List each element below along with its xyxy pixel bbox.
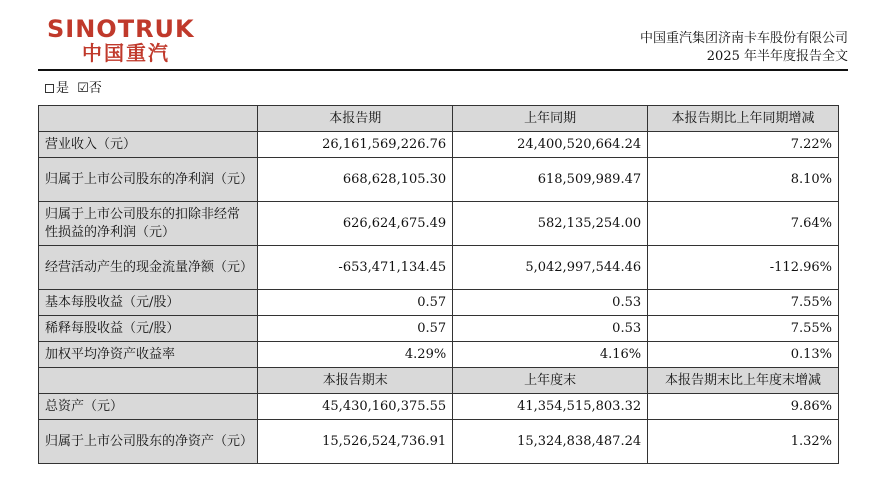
prior-value: 24,400,520,664.24 [453, 132, 648, 158]
header-cell: 上年度末 [453, 368, 648, 394]
change-value: 0.13% [648, 342, 839, 368]
change-value: 9.86% [648, 394, 839, 420]
row-label: 稀释每股收益（元/股） [39, 316, 258, 342]
table-row [39, 246, 839, 290]
change-value: 7.55% [648, 290, 839, 316]
change-value: -112.96% [648, 246, 839, 290]
logo-text-en: SINOTRUK [47, 15, 195, 43]
header-cell: 本报告期 [258, 106, 453, 132]
checked-box-icon: ☑ [77, 81, 89, 96]
header-cell: 上年同期 [453, 106, 648, 132]
current-value: 0.57 [258, 316, 453, 342]
row-label: 基本每股收益（元/股） [39, 290, 258, 316]
change-value: 8.10% [648, 158, 839, 202]
table-row [39, 342, 839, 368]
unchecked-box-icon [45, 84, 54, 93]
current-value: 668,628,105.30 [258, 158, 453, 202]
header-cell: 本报告期末比上年度末增减 [648, 368, 839, 394]
prior-value: 0.53 [453, 290, 648, 316]
prior-value: 5,042,997,544.46 [453, 246, 648, 290]
table-row [39, 394, 839, 420]
table-row [39, 290, 839, 316]
prior-value: 0.53 [453, 316, 648, 342]
table-row [39, 132, 839, 158]
header-blank-cell [39, 368, 258, 394]
report-header [640, 30, 848, 66]
current-value: 45,430,160,375.55 [258, 394, 453, 420]
logo-text-cn: 中国重汽 [82, 41, 170, 65]
company-name: 中国重汽集团济南卡车股份有限公司 [639, 31, 848, 46]
table-row [39, 158, 839, 202]
table-header-row [39, 106, 839, 132]
table-header-row [39, 368, 839, 394]
table-row [39, 202, 839, 246]
current-value: 15,526,524,736.91 [258, 420, 453, 464]
row-label: 归属于上市公司股东的净资产（元） [39, 420, 258, 464]
change-value: 7.55% [648, 316, 839, 342]
company-logo [47, 16, 207, 64]
change-value: 7.22% [648, 132, 839, 158]
current-value: -653,471,134.45 [258, 246, 453, 290]
prior-value: 15,324,838,487.24 [453, 420, 648, 464]
row-label: 经营活动产生的现金流量净额（元） [39, 246, 258, 290]
current-value: 626,624,675.49 [258, 202, 453, 246]
row-label: 总资产（元） [39, 394, 258, 420]
financial-summary-table [38, 105, 839, 464]
report-title: 2025 年半年度报告全文 [706, 49, 848, 64]
current-value: 4.29% [258, 342, 453, 368]
header-blank-cell [39, 106, 258, 132]
row-label: 归属于上市公司股东的净利润（元） [39, 158, 258, 202]
option-no-label: 否 [88, 81, 102, 96]
restatement-options [45, 80, 102, 98]
prior-value: 41,354,515,803.32 [453, 394, 648, 420]
change-value: 7.64% [648, 202, 839, 246]
header-cell: 本报告期末 [258, 368, 453, 394]
table-row [39, 420, 839, 464]
table-row [39, 316, 839, 342]
prior-value: 582,135,254.00 [453, 202, 648, 246]
current-value: 0.57 [258, 290, 453, 316]
row-label: 营业收入（元） [39, 132, 258, 158]
change-value: 1.32% [648, 420, 839, 464]
row-label: 加权平均净资产收益率 [39, 342, 258, 368]
option-yes-label: 是 [56, 81, 70, 96]
header-cell: 本报告期比上年同期增减 [648, 106, 839, 132]
prior-value: 4.16% [453, 342, 648, 368]
prior-value: 618,509,989.47 [453, 158, 648, 202]
current-value: 26,161,569,226.76 [258, 132, 453, 158]
row-label: 归属于上市公司股东的扣除非经常性损益的净利润（元） [39, 202, 258, 246]
header-divider [38, 69, 848, 71]
